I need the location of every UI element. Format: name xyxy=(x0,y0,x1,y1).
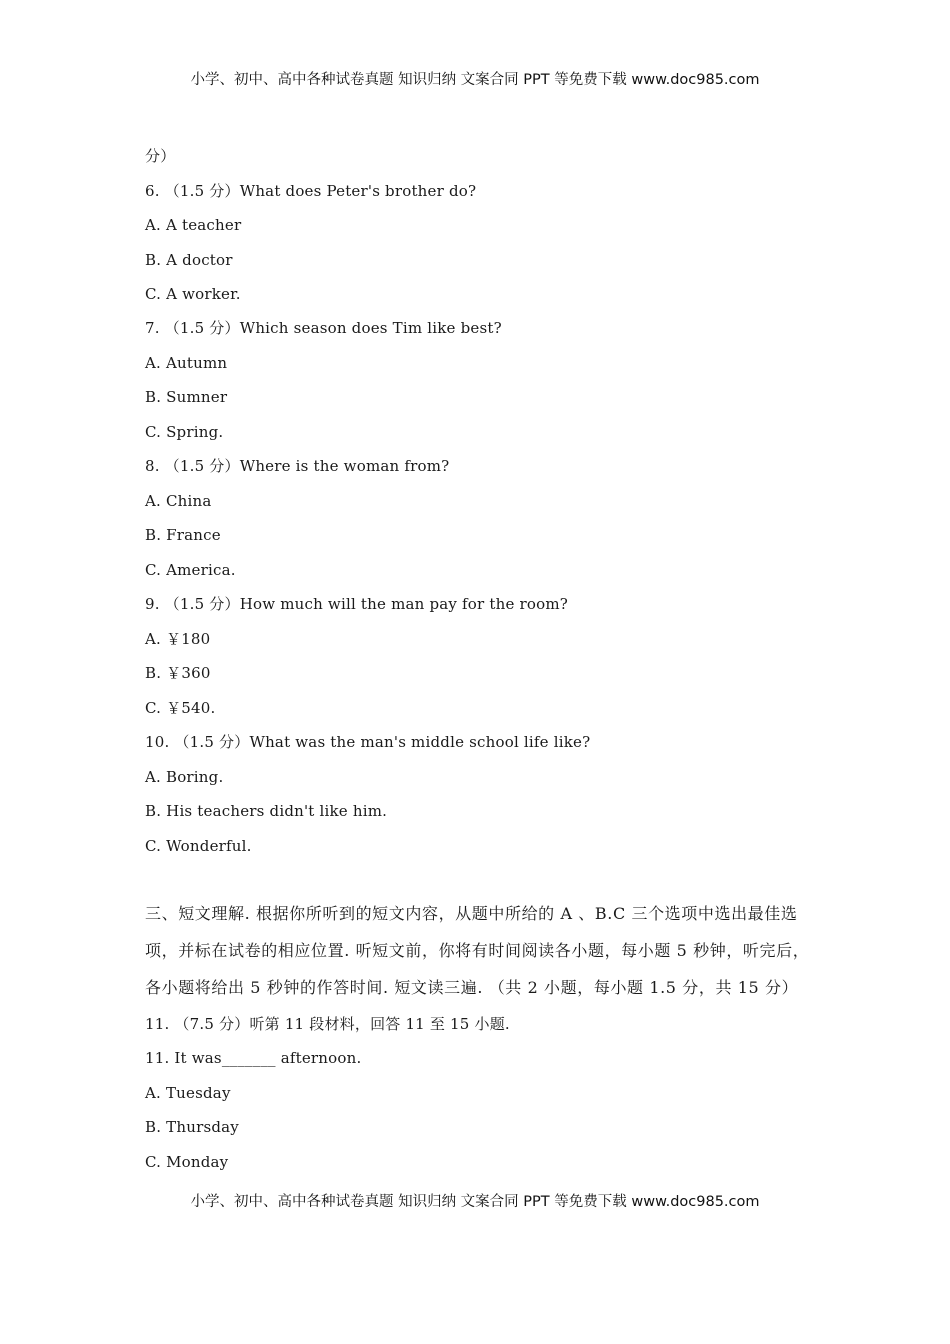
question-7: 7. （1.5 分）Which season does Tim like best? xyxy=(145,319,502,337)
option-8a: A. China xyxy=(145,492,212,510)
option-7c: C. Spring. xyxy=(145,423,224,441)
option-9a: A. ￥180 xyxy=(145,630,211,648)
option-9c: C. ￥540. xyxy=(145,699,216,717)
question-10: 10. （1.5 分）What was the man's middle school life like? xyxy=(145,733,591,751)
option-10a: A. Boring. xyxy=(145,768,224,786)
option-7b: B. Sumner xyxy=(145,388,228,406)
option-11b: B. Thursday xyxy=(145,1118,239,1136)
option-6a: A. A teacher xyxy=(145,216,242,234)
section-3-instructions-line-3: 各小题将给出 5 秒钟的作答时间. 短文读三遍. （共 2 小题，每小题 1.5 分，共 15 分） xyxy=(145,978,799,997)
page-footer: 小学、初中、高中各种试卷真题 知识归纳 文案合同 PPT 等免费下载 www.doc985.com xyxy=(190,1194,760,1210)
option-10c: C. Wonderful. xyxy=(145,837,252,855)
section-3-instructions-line-1: 三、短文理解. 根据你所听到的短文内容，从题中所给的 A 、B.C 三个选项中选出最佳选 xyxy=(145,904,798,923)
question-11: 11. It was_______ afternoon. xyxy=(145,1049,362,1067)
continued-score-text: 分） xyxy=(145,147,176,165)
option-6b: B. A doctor xyxy=(145,251,233,269)
option-11a: A. Tuesday xyxy=(145,1084,231,1102)
question-6: 6. （1.5 分）What does Peter's brother do? xyxy=(145,182,477,200)
page-header: 小学、初中、高中各种试卷真题 知识归纳 文案合同 PPT 等免费下载 www.doc985.com xyxy=(190,72,760,88)
question-11-group: 11. （7.5 分）听第 11 段材料，回答 11 至 15 小题. xyxy=(145,1015,510,1033)
option-10b: B. His teachers didn't like him. xyxy=(145,802,388,820)
section-3-instructions-line-2: 项，并标在试卷的相应位置. 听短文前，你将有时间阅读各小题，每小题 5 秒钟，听完后， xyxy=(145,941,810,960)
option-6c: C. A worker. xyxy=(145,285,241,303)
option-11c: C. Monday xyxy=(145,1153,229,1171)
option-7a: A. Autumn xyxy=(145,354,228,372)
option-8b: B. France xyxy=(145,526,221,544)
option-9b: B. ￥360 xyxy=(145,664,211,682)
question-9: 9. （1.5 分）How much will the man pay for the room? xyxy=(145,595,569,613)
question-8: 8. （1.5 分）Where is the woman from? xyxy=(145,457,450,475)
option-8c: C. America. xyxy=(145,561,236,579)
